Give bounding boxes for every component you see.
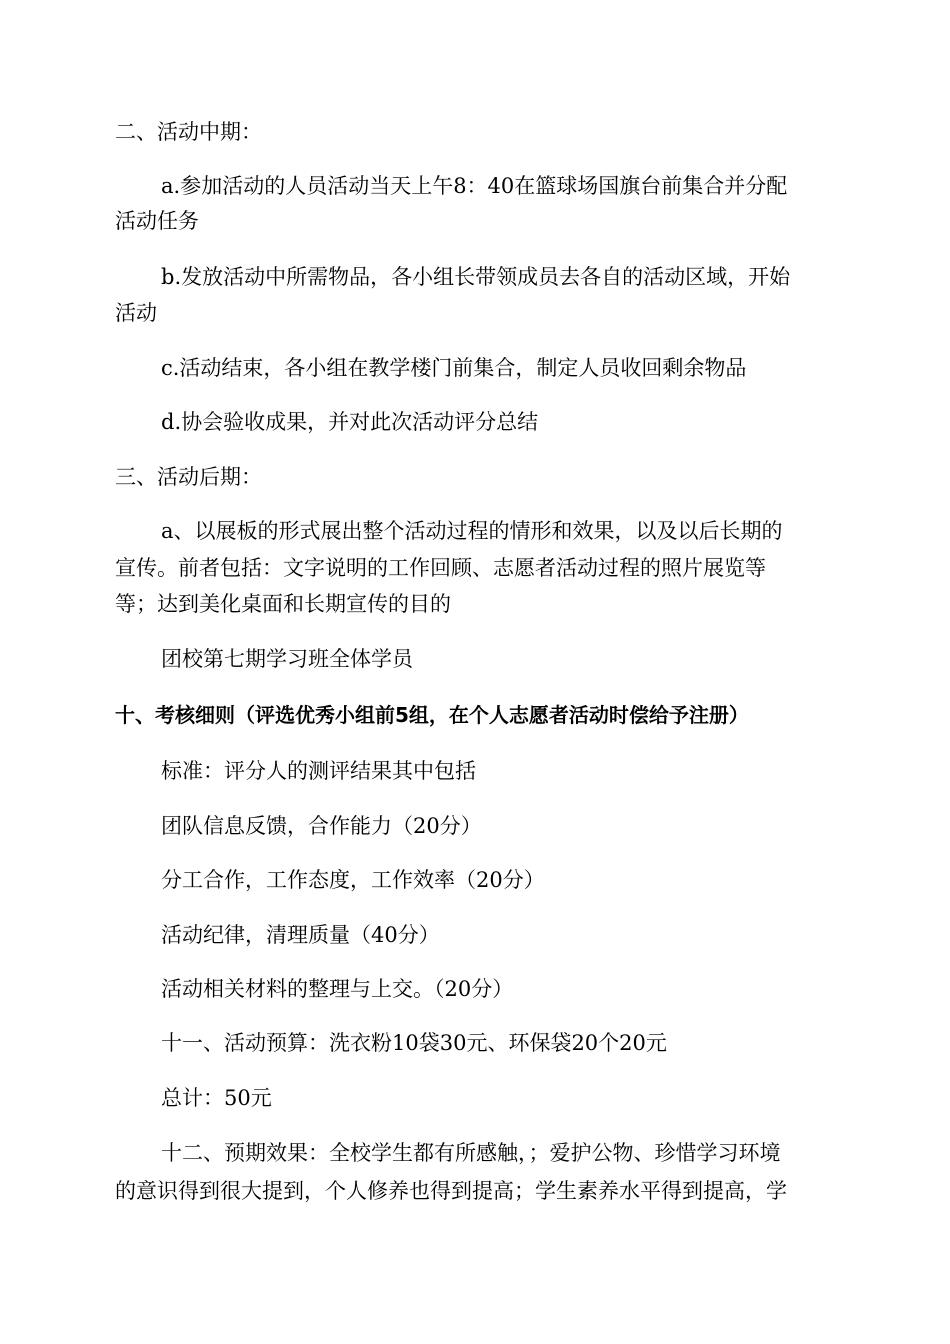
paragraph-line: 分工合作，工作态度，工作效率（20分）: [161, 868, 545, 892]
section-heading-mid: 二、活动中期：: [115, 120, 262, 144]
paragraph-line: 团校第七期学习班全体学员: [161, 647, 413, 671]
section-heading-assessment: 十、考核细则（评选优秀小组前5组，在个人志愿者活动时偿给予注册）: [115, 703, 749, 727]
paragraph-line: a、以展板的形式展出整个活动过程的情形和效果，以及以后长期的: [161, 519, 783, 543]
paragraph-line: 宣传。前者包括：文字说明的工作回顾、志愿者活动过程的照片展览等: [115, 556, 766, 580]
paragraph-line: b.发放活动中所需物品，各小组长带领成员去各自的活动区域，开始: [161, 265, 791, 289]
paragraph-line: 十一、活动预算：洗衣粉10袋30元、环保袋20个20元: [161, 1031, 667, 1055]
paragraph-line: 活动任务: [115, 209, 199, 233]
paragraph-line: 活动: [115, 301, 157, 325]
paragraph-line: 总计：50元: [161, 1086, 272, 1110]
paragraph-line: 十二、预期效果：全校学生都有所感触，；爱护公物、珍惜学习环境: [161, 1141, 781, 1165]
paragraph-line: a.参加活动的人员活动当天上午8：40在篮球场国旗台前集合并分配: [161, 174, 788, 198]
paragraph-line: c.活动结束，各小组在教学楼门前集合，制定人员收回剩余物品: [161, 356, 747, 380]
paragraph-line: 团队信息反馈，合作能力（20分）: [161, 814, 482, 838]
paragraph-line: 的意识得到很大提到，个人修养也得到提高；学生素养水平得到提高，学: [115, 1179, 787, 1203]
paragraph-line: 标准：评分人的测评结果其中包括: [161, 759, 476, 783]
paragraph-line: 活动纪律，清理质量（40分）: [161, 923, 440, 947]
paragraph-line: d.协会验收成果，并对此次活动评分总结: [161, 410, 539, 434]
section-heading-late: 三、活动后期：: [115, 465, 262, 489]
paragraph-line: 等；达到美化桌面和长期宣传的目的: [115, 592, 451, 616]
paragraph-line: 活动相关材料的整理与上交。（20分）: [161, 977, 514, 1001]
